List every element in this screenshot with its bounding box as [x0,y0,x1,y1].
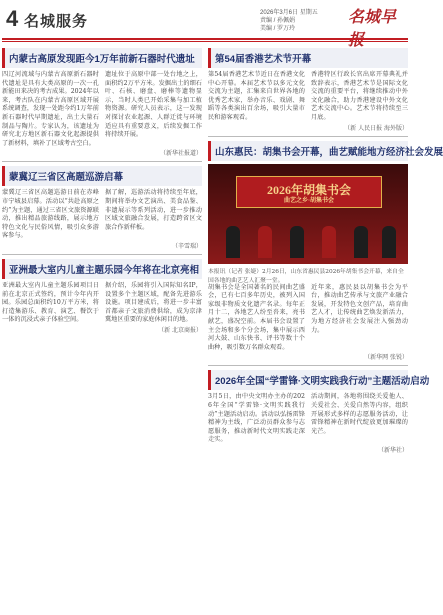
headline-a5: 亚洲最大室内儿童主题乐园今年将在北京亮相 [2,259,202,279]
page-number: 4 [6,6,19,31]
article-a1-body [2,71,202,148]
article-a4-text2: 近年来，惠民县以胡集书会为平台，推动曲艺传承与文旅产业融合发展，开发特色文创产品，培育曲艺人才，让传统曲艺焕发新活力，为地方经济社会发展注入强劲动力。 [311,283,408,334]
article-a3-text1: 蒙冀辽三省区高题巡游日前在赤峰市宁城县启幕。活动以“共赴高原之约”为主题，通过三省区文旅资源联动，推出精品旅游线路，展示地方特色文化与民俗风情，吸引众多游客参与。 [2,189,99,240]
left-column [2,48,202,334]
right-column [208,48,443,454]
divider [2,254,202,255]
page-meta [260,9,344,33]
byline-a3: （辛雪瑞） [171,242,202,250]
article-a6-body [208,393,408,445]
article-a6-text1: 3月5日，由中央文明办主办的2026年全国“学雷锋·文明实践我行动”主题活动启动。活动以弘扬雷锋精神为主线，广泛动员群众参与志愿服务，推动新时代文明实践走深走实。 [208,393,305,444]
section-title: 名城服务 [24,13,89,30]
byline-a6: （新华社） [377,446,408,454]
divider [208,365,408,366]
divider [208,136,408,137]
article-a2-body [208,71,408,123]
headline-a2: 第54届香港艺术节开幕 [208,48,408,68]
photo-banner-subtitle: 曲艺之乡·胡集书会 [283,197,334,204]
divider [2,161,202,162]
headline-a4: 山东惠民：胡集书会开幕，曲艺赋能地方经济社会发展 [208,141,408,161]
article-a5-body [2,282,202,325]
photo-caption: 本报讯（记者 张婕）2月26日，山东省惠民县2026年胡集书会开幕，来自全国各地的曲艺艺人汇聚一堂。 [208,268,404,284]
person-figure [258,226,272,258]
person-figure [290,226,304,258]
article-a4-body [208,284,408,353]
event-photo [208,164,408,264]
person-figure [382,226,396,258]
photo-people [218,218,398,258]
photo-banner-title: 2026年胡集书会 [266,182,351,197]
byline-a5: （新 北京商报） [158,326,202,334]
article-a1-text1: 四辽河流域与内蒙古高原新石器时代遗址是具有大类高原的一次一孔新能田来决的考古成果。2024年以来，考古队在内蒙古高原区域开展系统调查，发现一处距今约1万年前新石器时代早期遗址，出土大量石制品与陶片。专家认为，该遗址为研究北方地区新石器文化起源提供了新材料，填补了区域考古空白。 [2,71,99,147]
headline-a3: 蒙冀辽三省区高题巡游启幕 [2,166,202,186]
article-a3-body [2,189,202,241]
article-a4-text1: 胡集书会是全国著名的民间曲艺盛会，已有七百多年历史，被列入国家级非物质文化遗产名录。每年正月十二，各地艺人纷至沓来，亮书献艺，盛况空前。本届书会设置了主会场和多个分会场，集中展示西河大鼓、山东快书、评书等数十个曲种，吸引数万名群众观看。 [208,283,305,351]
editor: 责编 / 孙佩娟 [260,18,296,24]
article-a2-text2: 香港特区行政长官出席开幕典礼并致辞表示，香港艺术节是国际文化交流的重要平台，将继续推动中外文化融合，助力香港建设中外文化艺术交流中心。艺术节将持续至三月底。 [311,71,408,121]
person-figure [226,226,240,258]
date: 2026年3月6日 星期五 [260,10,318,16]
designer: 美编 / 罗万玲 [260,26,296,32]
article-a2-text1: 第54届香港艺术节近日在香港文化中心开幕。本届艺术节以多元文化交流为主题，汇集来自世界各地的优秀艺术家，举办音乐、戏剧、舞蹈等各类演出百余场，吸引大量市民和游客观看。 [208,71,305,121]
article-a5-text2: 据介绍，乐园将引入国际知名IP，设置多个主题区域，配备先进游乐设施。项目建成后，将进一步丰富首都亲子文旅消费供给，成为京津冀地区重要的家庭休闲目的地。 [105,281,202,324]
byline-a4: （新华网 张锐） [364,354,408,362]
header-rule [2,38,408,40]
person-figure [322,226,336,258]
byline-a2: （新 人民日报 海外版） [344,124,408,132]
article-a5-text1: 亚洲最大室内儿童主题乐园项目日前在北京正式签约，预计今年内开园。乐园总面积约10万平方米，将打造集游乐、教育、演艺、餐饮于一体的沉浸式亲子体验空间。 [2,281,99,324]
brand-logo: 名城早 [348,7,397,26]
photo-banner [236,176,382,208]
page-header [0,0,410,40]
article-a1-text2: 遗址位于高原中部一处台地之上，面积约2万平方米。发掘出土的细石叶、石核、磨盘、磨棒等遗物显示，当时人类已开始采集与加工植物资源。研究人员表示，这一发现对探讨农业起源、人群迁徙与环境适应具有重要意义，后续发掘工作将持续开展。 [105,71,202,139]
article-a6-text2: 活动期间，各地将围绕关爱他人、关爱社会、关爱自然等内容，组织开展形式多样的志愿服务活动，让雷锋精神在新时代绽放更加璀璨的光芒。 [311,393,408,435]
headline-a6: 2026年全国“学雷锋·文明实践我行动”主题活动启动 [208,370,408,390]
header-rule-thin [2,41,408,42]
headline-a1: 内蒙古高原发现距今1万年前新石器时代遗址 [2,48,202,68]
byline-a1: （新华社报道） [159,150,202,158]
person-figure [354,226,368,258]
article-a3-text2: 据了解，巡游活动将持续至年底，期间将举办文艺演出、美食品鉴、非遗展示等系列活动，进一步推动区域文旅融合发展，打造跨省区文旅合作新样板。 [105,189,202,231]
